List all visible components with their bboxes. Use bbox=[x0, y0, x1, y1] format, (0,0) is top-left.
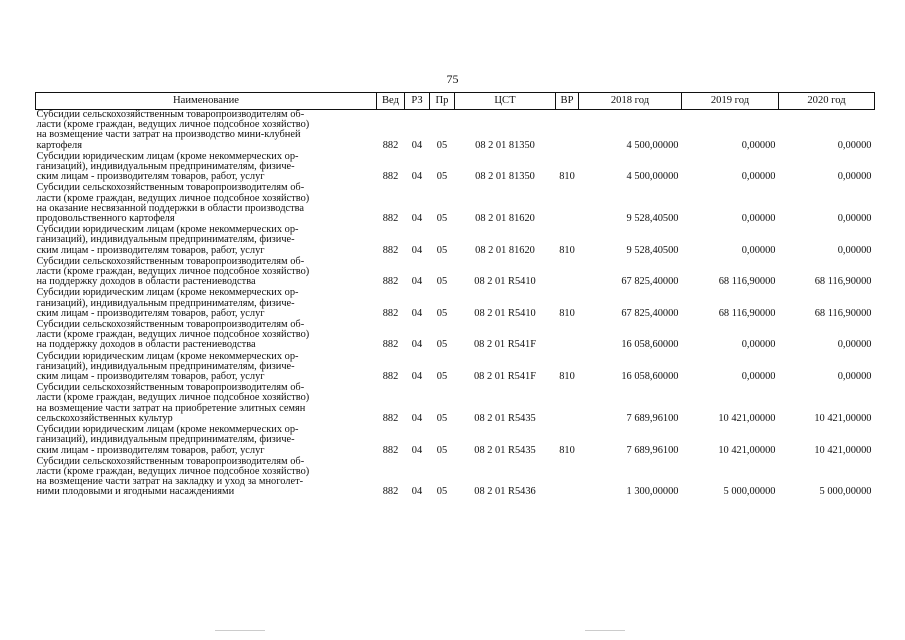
row-rz: 04 bbox=[411, 444, 423, 456]
row-name: Субсидии сельскохозяйственным товаропроизводителям об- ласти (кроме граждан, ведущих личное подсобное хозяйство) на поддержку доходов в области растениеводства bbox=[36, 319, 310, 351]
row-cst: 08 2 01 81620 bbox=[475, 213, 535, 225]
row-vr bbox=[556, 457, 579, 499]
row-ved: 882 bbox=[382, 486, 399, 498]
row-ved: 882 bbox=[382, 244, 399, 256]
row-pr: 05 bbox=[436, 371, 448, 383]
row-2018: 9 528,40500 bbox=[626, 213, 679, 225]
row-name: Субсидии юридическим лицам (кроме некоммерческих ор- ганизаций), индивидуальным предпринимателям, физиче- ским лицам - производителям товаров, работ, услуг bbox=[36, 150, 299, 183]
row-2020: 0,00000 bbox=[837, 371, 872, 383]
row-2019: 0,00000 bbox=[741, 371, 776, 383]
row-2019: 0,00000 bbox=[741, 339, 776, 351]
row-vr bbox=[556, 110, 579, 152]
row-cst: 08 2 01 81350 bbox=[475, 139, 535, 151]
row-pr: 05 bbox=[436, 339, 448, 351]
row-2020: 5 000,00000 bbox=[819, 486, 872, 498]
row-2018: 1 300,00000 bbox=[626, 486, 679, 498]
row-2018: 4 500,00000 bbox=[626, 171, 679, 183]
row-ved: 882 bbox=[382, 307, 399, 319]
table-header-row bbox=[36, 93, 875, 110]
row-cst: 08 2 01 R5436 bbox=[474, 486, 536, 498]
row-2018: 67 825,40000 bbox=[621, 276, 679, 288]
row-2019: 5 000,00000 bbox=[723, 486, 776, 498]
header-cst: ЦСТ bbox=[455, 93, 556, 110]
row-cst: 08 2 01 R541F bbox=[473, 339, 537, 351]
row-name: Субсидии сельскохозяйственным товаропроизводителям об- ласти (кроме граждан, ведущих личное подсобное хозяйство) на поддержку доходов в области растениеводства bbox=[36, 255, 310, 288]
row-name: Субсидии сельскохозяйственным товаропроизводителям об- ласти (кроме граждан, ведущих личное подсобное хозяйство) на возмещение части затрат на закладку и уход за многолет- ними плодовыми и ягодными насаждениями bbox=[36, 455, 310, 498]
row-name: Субсидии юридическим лицам (кроме некоммерческих ор- ганизаций), индивидуальным предпринимателям, физиче- ским лицам - производителям товаров, работ, услуг bbox=[36, 287, 299, 319]
table-row bbox=[36, 288, 875, 320]
row-2019: 0,00000 bbox=[741, 171, 776, 183]
header-name: Наименование bbox=[36, 93, 377, 110]
row-2018: 7 689,96100 bbox=[626, 412, 679, 424]
row-ved: 882 bbox=[382, 276, 399, 288]
row-vr bbox=[556, 320, 579, 352]
table-row bbox=[36, 257, 875, 289]
row-ved: 882 bbox=[382, 139, 399, 151]
row-2019: 0,00000 bbox=[741, 139, 776, 151]
row-name: Субсидии сельскохозяйственным товаропроизводителям об- ласти (кроме граждан, ведущих личное подсобное хозяйство) на возмещение части затрат на производство мини-клубней картофеля bbox=[36, 109, 310, 151]
row-ved: 882 bbox=[382, 412, 399, 424]
row-rz: 04 bbox=[411, 412, 423, 424]
row-2020: 10 421,00000 bbox=[814, 444, 872, 456]
row-2019: 0,00000 bbox=[741, 244, 776, 256]
row-ved: 882 bbox=[382, 371, 399, 383]
row-pr: 05 bbox=[436, 171, 448, 183]
row-pr: 05 bbox=[436, 307, 448, 319]
budget-table bbox=[35, 92, 875, 499]
row-rz: 04 bbox=[411, 213, 423, 225]
row-2020: 0,00000 bbox=[837, 171, 872, 183]
row-name: Субсидии сельскохозяйственным товаропроизводителям об- ласти (кроме граждан, ведущих личное подсобное хозяйство) на оказание несвязанной поддержки в области производства продовольственного картофеля bbox=[36, 182, 310, 225]
row-rz: 04 bbox=[411, 339, 423, 351]
row-name: Субсидии юридическим лицам (кроме некоммерческих ор- ганизаций), индивидуальным предпринимателям, физиче- ским лицам - производителям товаров, работ, услуг bbox=[36, 224, 299, 256]
row-ved: 882 bbox=[382, 213, 399, 225]
row-rz: 04 bbox=[411, 307, 423, 319]
table-row bbox=[36, 183, 875, 225]
table-row bbox=[36, 383, 875, 425]
row-vr: 810 bbox=[559, 307, 575, 319]
row-pr: 05 bbox=[436, 276, 448, 288]
row-2020: 10 421,00000 bbox=[814, 412, 872, 424]
row-rz: 04 bbox=[411, 276, 423, 288]
scan-artifact bbox=[585, 630, 625, 631]
row-2019: 0,00000 bbox=[741, 213, 776, 225]
header-2019: 2019 год bbox=[682, 93, 779, 110]
table-row bbox=[36, 225, 875, 257]
row-2018: 4 500,00000 bbox=[626, 139, 679, 151]
row-rz: 04 bbox=[411, 171, 423, 183]
row-ved: 882 bbox=[382, 339, 399, 351]
row-pr: 05 bbox=[436, 139, 448, 151]
row-2018: 9 528,40500 bbox=[626, 244, 679, 256]
row-vr bbox=[556, 257, 579, 289]
row-2018: 16 058,60000 bbox=[621, 339, 679, 351]
row-ved: 882 bbox=[382, 444, 399, 456]
row-cst: 08 2 01 R5435 bbox=[474, 444, 536, 456]
row-pr: 05 bbox=[436, 486, 448, 498]
row-vr bbox=[556, 383, 579, 425]
row-2019: 68 116,90000 bbox=[718, 307, 776, 319]
table-row bbox=[36, 320, 875, 352]
row-2020: 68 116,90000 bbox=[814, 307, 872, 319]
row-2018: 7 689,96100 bbox=[626, 444, 679, 456]
row-2019: 10 421,00000 bbox=[718, 444, 776, 456]
header-rz: РЗ bbox=[405, 93, 430, 110]
row-rz: 04 bbox=[411, 244, 423, 256]
row-ved: 882 bbox=[382, 171, 399, 183]
row-vr: 810 bbox=[559, 444, 575, 456]
header-vr: ВР bbox=[556, 93, 579, 110]
row-rz: 04 bbox=[411, 486, 423, 498]
row-2019: 10 421,00000 bbox=[718, 412, 776, 424]
header-pr: Пр bbox=[430, 93, 455, 110]
row-name: Субсидии юридическим лицам (кроме некоммерческих ор- ганизаций), индивидуальным предпринимателям, физиче- ским лицам - производителям товаров, работ, услуг bbox=[36, 424, 299, 456]
header-2018: 2018 год bbox=[579, 93, 682, 110]
row-pr: 05 bbox=[436, 244, 448, 256]
row-name: Субсидии сельскохозяйственным товаропроизводителям об- ласти (кроме граждан, ведущих личное подсобное хозяйство) на возмещение части затрат на приобретение элитных семян сельскохозяйственных культур bbox=[36, 382, 310, 424]
row-cst: 08 2 01 R5435 bbox=[474, 412, 536, 424]
header-2020: 2020 год bbox=[779, 93, 875, 110]
row-vr: 810 bbox=[559, 171, 575, 183]
table-row bbox=[36, 152, 875, 184]
row-cst: 08 2 01 81620 bbox=[475, 244, 535, 256]
row-vr bbox=[556, 183, 579, 225]
row-name: Субсидии юридическим лицам (кроме некоммерческих ор- ганизаций), индивидуальным предпринимателям, физиче- ским лицам - производителям товаров, работ, услуг bbox=[36, 350, 299, 383]
row-2020: 0,00000 bbox=[837, 213, 872, 225]
header-ved: Вед bbox=[377, 93, 405, 110]
table-row bbox=[36, 110, 875, 152]
row-2018: 16 058,60000 bbox=[621, 371, 679, 383]
page-number: 75 bbox=[446, 72, 459, 86]
row-2020: 68 116,90000 bbox=[814, 276, 872, 288]
row-2020: 0,00000 bbox=[837, 139, 872, 151]
table-row bbox=[36, 457, 875, 499]
row-2020: 0,00000 bbox=[837, 339, 872, 351]
row-pr: 05 bbox=[436, 444, 448, 456]
table-row bbox=[36, 352, 875, 384]
table-row bbox=[36, 425, 875, 457]
row-rz: 04 bbox=[411, 139, 423, 151]
row-pr: 05 bbox=[436, 412, 448, 424]
row-2019: 68 116,90000 bbox=[718, 276, 776, 288]
scan-artifact bbox=[215, 630, 265, 631]
row-vr: 810 bbox=[559, 371, 575, 383]
row-vr: 810 bbox=[559, 244, 575, 256]
row-rz: 04 bbox=[411, 371, 423, 383]
row-cst: 08 2 01 R5410 bbox=[474, 307, 536, 319]
row-2020: 0,00000 bbox=[837, 244, 872, 256]
row-2018: 67 825,40000 bbox=[621, 307, 679, 319]
row-pr: 05 bbox=[436, 213, 448, 225]
row-cst: 08 2 01 R541F bbox=[473, 371, 537, 383]
row-cst: 08 2 01 R5410 bbox=[474, 276, 536, 288]
row-cst: 08 2 01 81350 bbox=[475, 171, 535, 183]
